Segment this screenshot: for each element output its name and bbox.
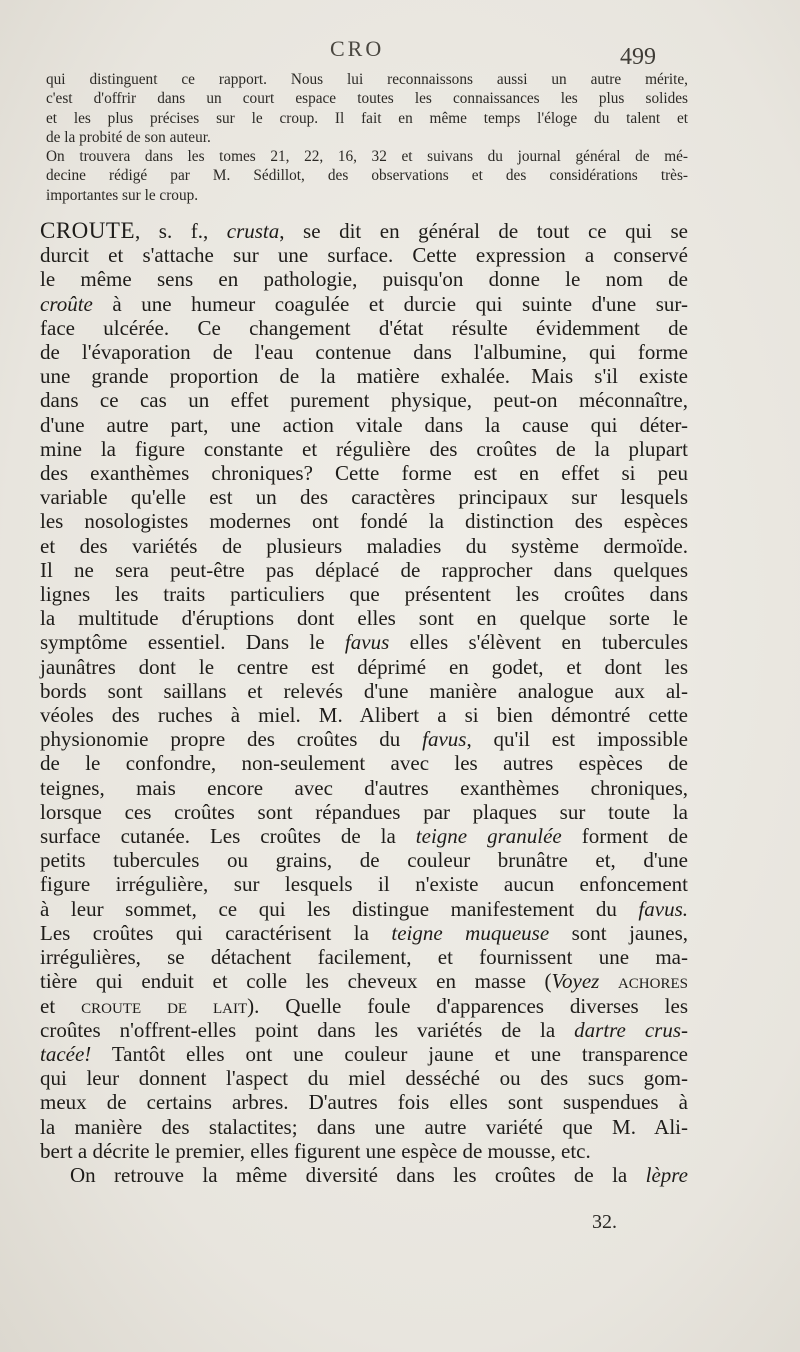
page-header [0,36,800,70]
latin-term: crusta [226,219,280,243]
text-run: à leur sommet, ce qui les distingue manifestement du [40,896,639,921]
article-line [40,727,688,751]
text-run: sont jaunes, [549,920,688,945]
text-run: elles s'élèvent en tubercules [389,630,688,655]
article-line: lorsque ces croûtes sont répandues par plaques sur toute la [40,799,688,824]
note-line: c'est d'offrir dans un court espace toutes les connaissances les plus solides [46,90,688,108]
article-line [40,292,688,316]
italic-term: croûte [40,291,93,316]
article-line [40,994,688,1018]
note-line: On trouvera dans les tomes 21, 22, 16, 32 et suivans du journal général de mé- [46,148,688,166]
article-line: jaunâtres dont le centre est déprimé en godet, et dont les [40,654,688,679]
article-line: petits tubercules ou grains, de couleur brunâtre et, d'une [40,848,688,873]
article-line: meux de certains arbres. D'autres fois elles sont suspendues à [40,1090,688,1115]
signature-mark: 32. [592,1211,617,1233]
article-line: la multitude d'éruptions dont elles sont en quelque sorte le [40,606,688,631]
article-line: les nosologistes modernes ont fondé la distinction des espèces [40,509,688,534]
article-line [40,1018,688,1042]
text-run: et [40,993,82,1018]
text-run: symptôme essentiel. Dans le [40,630,345,655]
article-line: des exanthèmes chroniques? Cette forme est en effet si peu [40,461,688,486]
footnote-block [46,70,688,205]
article-line: de le confondre, non-seulement avec les autres espèces de [40,751,688,776]
article-line: d'une autre part, une action vitale dans la cause qui déter- [40,412,688,437]
text-run: ). Quelle foule d'apparences diverses les [247,993,688,1018]
article-line: lignes les traits particuliers que présentent les croûtes dans [40,582,688,607]
italic-term: dartre crus- [574,1017,689,1042]
text-run: Les croûtes qui caractérisent la [40,920,392,945]
article-line: irrégulières, se détachent facilement, et fournissent une ma- [40,945,688,970]
article-line: une grande proportion de la matière exhalée. Mais s'il existe [40,364,688,389]
article-line: variable qu'elle est un des caractères principaux sur lesquels [40,485,688,510]
italic-term: teigne granulée [415,824,562,849]
italic-term: lèpre [645,1162,688,1187]
article-line [40,1163,688,1187]
text-run: forment de [561,824,688,849]
article-line: durcit et s'attache sur une surface. Cette expression a conservé [40,243,688,268]
article-body [40,219,688,1187]
text-run: On retrouve la même diversité dans les croûtes de la [70,1162,646,1187]
italic-term: favus [344,630,390,655]
article-line [40,630,688,654]
note-line: importantes sur le croup. [46,186,199,204]
article-line: dans ce cas un effet purement physique, peut-on méconnaître, [40,388,688,413]
article-line: figure irrégulière, sur lesquels il n'existe aucun enfoncement [40,872,688,897]
article-line: face ulcérée. Ce changement d'état résulte évidemment de [40,315,688,340]
article-line [40,824,688,848]
article-line: Il ne sera peut-être pas déplacé de rapprocher dans quelques [40,557,688,582]
article-line: de l'évaporation de l'eau contenue dans l'albumine, qui forme [40,340,688,365]
article-line: et des variétés de plusieurs maladies du système dermoïde. [40,533,688,558]
italic-term: teigne muqueuse [391,920,550,945]
article-line: bords sont saillans et relevés d'une manière analogue aux al- [40,678,688,703]
article-line [40,897,688,921]
article-line [40,219,688,243]
article-line: bert a décrite le premier, elles figurent une espèce de mousse, etc. [40,1138,591,1163]
cross-reference: achores [599,969,688,994]
text-run: , qu'il est impossible [466,727,688,752]
headword: CROUTE [40,218,135,243]
italic-term: favus [422,727,467,752]
note-line: de la probité de son auteur. [46,128,211,146]
article-line: véoles des ruches à miel. M. Alibert a si bien démontré cette [40,703,688,728]
grammar-note: , s. f., [135,219,227,243]
italic-term: Voyez [551,969,600,994]
article-line: mine la figure constante et régulière des croûtes de la plupart [40,436,688,461]
text-run: à une humeur coagulée et durcie qui suinte d'une sur- [92,291,688,316]
article-line: teignes, mais encore avec d'autres exanthèmes chroniques, [40,775,688,800]
page-number: 499 [620,44,656,70]
italic-term: tacée! [40,1041,92,1066]
text-run: Tantôt elles ont une couleur jaune et une transparence [91,1041,688,1066]
italic-term: favus. [638,896,688,921]
cross-reference: croute de lait [81,993,248,1018]
note-line: qui distinguent ce rapport. Nous lui reconnaissons aussi un autre mérite, [46,71,688,88]
article-line: le même sens en pathologie, puisqu'on donne le nom de [40,267,688,292]
text-run: surface cutanée. Les croûtes de la [40,824,416,849]
text-run: croûtes n'offrent-elles point dans les variétés de la [40,1017,575,1042]
article-line [40,1042,688,1066]
note-line: decine rédigé par M. Sédillot, des observations et des considérations très- [46,167,688,185]
article-line [40,969,688,993]
running-head: CRO [330,36,385,61]
note-line: et les plus précises sur le croup. Il fait en même temps l'éloge du talent et [46,109,688,127]
text-run: tière qui enduit et colle les cheveux en masse ( [40,969,552,994]
article-line: qui leur donnent l'aspect du miel desséché ou des sucs gom- [40,1066,688,1091]
text-run: physionomie propre des croûtes du [40,727,423,752]
text-run: , se dit en général de tout ce qui se [279,219,689,243]
article-line: la manière des stalactites; dans une autre variété que M. Ali- [40,1114,688,1139]
article-line [40,921,688,945]
